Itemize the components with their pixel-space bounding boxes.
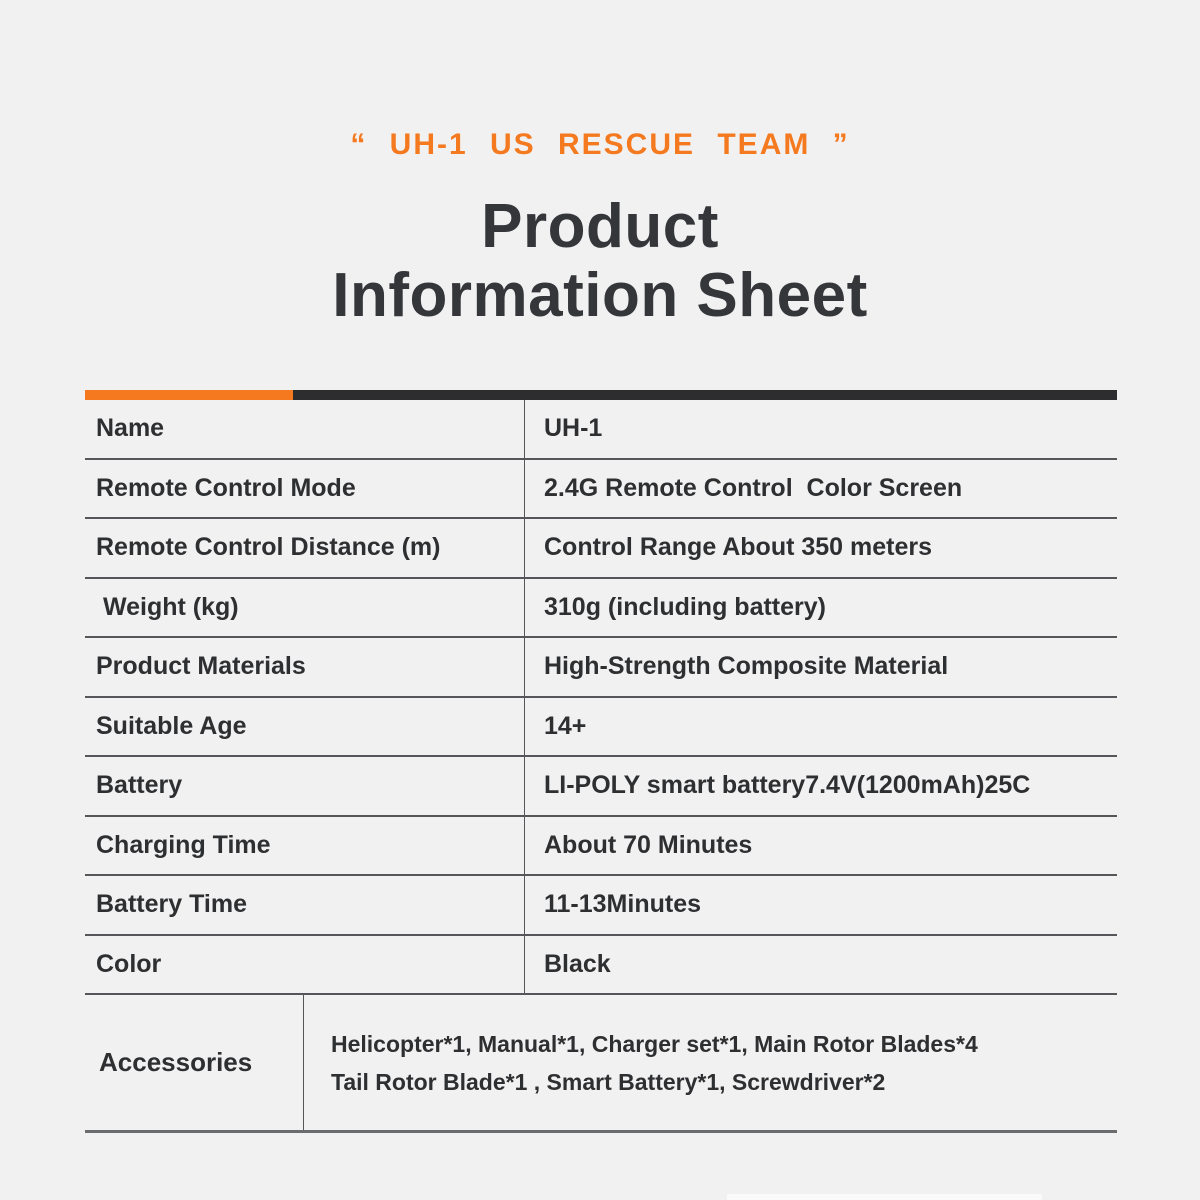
accessories-label: Accessories <box>99 1047 253 1077</box>
row-value: UH-1 <box>524 400 1117 458</box>
row-label: Charging Time <box>96 830 271 859</box>
table-top-bar-accent <box>85 390 293 400</box>
row-label: Remote Control Mode <box>96 473 356 502</box>
table-row <box>85 400 1117 460</box>
table-row <box>85 519 1117 579</box>
table-row <box>85 876 1117 936</box>
table-row <box>85 579 1117 639</box>
row-label: Weight (kg) <box>96 592 239 621</box>
page-title-line2: Information Sheet <box>332 261 868 330</box>
accessories-value <box>303 995 1117 1130</box>
page-title-line1: Product <box>481 192 719 261</box>
table-row <box>85 757 1117 817</box>
row-label: Product Materials <box>96 652 306 681</box>
spec-table <box>85 390 1117 1133</box>
row-value: High-Strength Composite Material <box>524 638 1117 696</box>
row-label: Battery <box>96 771 183 800</box>
row-label: Remote Control Distance (m) <box>96 533 441 562</box>
row-value: Control Range About 350 meters <box>524 519 1117 577</box>
row-label: Name <box>96 414 165 443</box>
bottom-card-edge <box>727 1194 1042 1200</box>
row-label: Color <box>96 949 162 978</box>
accessories-row <box>85 995 1117 1133</box>
row-value: LI-POLY smart battery7.4V(1200mAh)25C <box>524 757 1117 815</box>
table-top-bar <box>85 390 1117 400</box>
accessories-line1: Helicopter*1, Manual*1, Charger set*1, Main Rotor Blades*4 <box>331 1030 978 1057</box>
row-value: 14+ <box>524 698 1117 756</box>
accessories-line2: Tail Rotor Blade*1 , Smart Battery*1, Screwdriver*2 <box>331 1068 886 1095</box>
row-value: 310g (including battery) <box>524 579 1117 637</box>
table-row <box>85 936 1117 996</box>
table-row <box>85 638 1117 698</box>
row-label: Battery Time <box>96 890 247 919</box>
row-value: Black <box>524 936 1117 994</box>
row-value: 2.4G Remote Control Color Screen <box>524 460 1117 518</box>
table-row <box>85 817 1117 877</box>
row-value: About 70 Minutes <box>524 817 1117 875</box>
page-title <box>0 192 1200 330</box>
row-label: Suitable Age <box>96 711 247 740</box>
table-row <box>85 698 1117 758</box>
row-value: 11-13Minutes <box>524 876 1117 934</box>
table-row <box>85 460 1117 520</box>
brand-tagline: “ UH-1 US RESCUE TEAM ” <box>350 128 850 161</box>
